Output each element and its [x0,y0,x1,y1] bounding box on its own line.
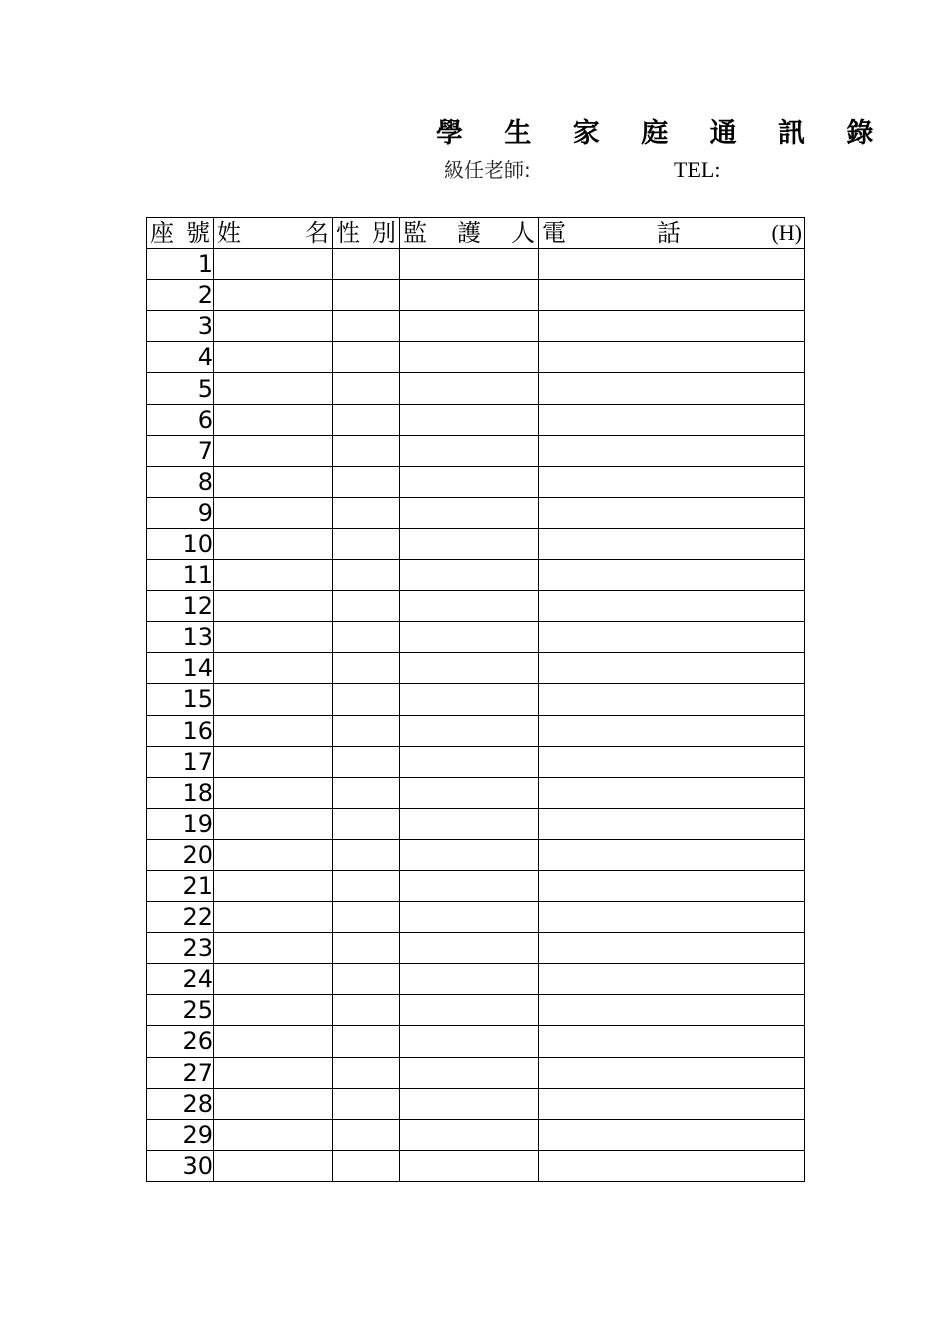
sex-cell[interactable] [333,591,400,622]
sex-cell[interactable] [333,964,400,995]
guardian-cell[interactable] [400,497,539,528]
guardian-cell[interactable] [400,715,539,746]
guardian-cell[interactable] [400,964,539,995]
header-name-char-2: 名 [305,219,329,248]
phone-cell[interactable] [539,528,805,559]
phone-cell[interactable] [539,964,805,995]
seat-number-cell: 22 [147,902,214,933]
phone-cell[interactable] [539,311,805,342]
phone-cell[interactable] [539,435,805,466]
header-seat-char-2: 號 [186,219,210,248]
name-cell[interactable] [214,249,333,280]
seat-number-cell: 12 [147,591,214,622]
name-cell[interactable] [214,373,333,404]
guardian-cell[interactable] [400,1088,539,1119]
seat-number-cell: 29 [147,1119,214,1150]
table-row [147,1026,805,1057]
seat-number-cell: 18 [147,777,214,808]
guardian-cell[interactable] [400,1057,539,1088]
table-row [147,591,805,622]
sex-cell[interactable] [333,870,400,901]
table-row [147,1150,805,1181]
phone-cell[interactable] [539,839,805,870]
tel-label: TEL: [674,157,721,182]
phone-cell[interactable] [539,497,805,528]
table-row [147,404,805,435]
name-cell[interactable] [214,497,333,528]
table-row [147,746,805,777]
table-row [147,280,805,311]
table-row [147,435,805,466]
name-cell[interactable] [214,870,333,901]
guardian-cell[interactable] [400,746,539,777]
seat-number-cell: 6 [147,404,214,435]
phone-cell[interactable] [539,1088,805,1119]
name-cell[interactable] [214,746,333,777]
name-cell[interactable] [214,933,333,964]
name-cell[interactable] [214,280,333,311]
table-row [147,466,805,497]
table-row [147,342,805,373]
guardian-cell[interactable] [400,777,539,808]
name-cell[interactable] [214,591,333,622]
phone-cell[interactable] [539,1150,805,1181]
guardian-cell[interactable] [400,684,539,715]
phone-cell[interactable] [539,1026,805,1057]
table-row [147,373,805,404]
sex-cell[interactable] [333,653,400,684]
seat-number-cell: 24 [147,964,214,995]
contact-table [146,217,805,1182]
phone-cell[interactable] [539,280,805,311]
phone-cell[interactable] [539,622,805,653]
guardian-cell[interactable] [400,311,539,342]
seat-number-cell: 15 [147,684,214,715]
phone-cell[interactable] [539,1057,805,1088]
table-row [147,870,805,901]
table-row [147,777,805,808]
sex-cell[interactable] [333,1119,400,1150]
seat-number-cell: 19 [147,808,214,839]
table-row [147,902,805,933]
seat-number-cell: 1 [147,249,214,280]
phone-cell[interactable] [539,404,805,435]
table-row [147,622,805,653]
seat-number-cell: 26 [147,1026,214,1057]
teacher-info-line [444,156,721,184]
guardian-cell[interactable] [400,622,539,653]
table-row [147,995,805,1026]
name-cell[interactable] [214,715,333,746]
table-row [147,497,805,528]
guardian-cell[interactable] [400,1150,539,1181]
guardian-cell[interactable] [400,808,539,839]
phone-cell[interactable] [539,1119,805,1150]
phone-cell[interactable] [539,902,805,933]
phone-cell[interactable] [539,684,805,715]
table-row [147,715,805,746]
sex-cell[interactable] [333,311,400,342]
guardian-cell[interactable] [400,870,539,901]
guardian-cell[interactable] [400,280,539,311]
sex-cell[interactable] [333,249,400,280]
sex-cell[interactable] [333,560,400,591]
table-row [147,684,805,715]
sex-cell[interactable] [333,622,400,653]
teacher-label: 級任老師: [444,158,531,182]
name-cell[interactable] [214,1119,333,1150]
table-row [147,653,805,684]
sex-cell[interactable] [333,746,400,777]
name-cell[interactable] [214,777,333,808]
phone-cell[interactable] [539,560,805,591]
name-cell[interactable] [214,1026,333,1057]
phone-cell[interactable] [539,715,805,746]
seat-number-cell: 30 [147,1150,214,1181]
guardian-cell[interactable] [400,466,539,497]
table-row [147,249,805,280]
sex-cell[interactable] [333,466,400,497]
seat-number-cell: 20 [147,839,214,870]
seat-number-cell: 10 [147,528,214,559]
guardian-cell[interactable] [400,1119,539,1150]
header-row [147,218,805,249]
table-row [147,808,805,839]
header-guardian-char-1: 監 [403,219,427,248]
phone-cell[interactable] [539,777,805,808]
sex-cell[interactable] [333,435,400,466]
phone-cell[interactable] [539,466,805,497]
phone-cell[interactable] [539,653,805,684]
header-phone-char-2: 話 [656,219,681,248]
seat-number-cell: 2 [147,280,214,311]
phone-cell[interactable] [539,591,805,622]
name-cell[interactable] [214,466,333,497]
phone-cell[interactable] [539,870,805,901]
guardian-cell[interactable] [400,902,539,933]
guardian-cell[interactable] [400,839,539,870]
header-guardian [400,218,539,249]
name-cell[interactable] [214,311,333,342]
seat-number-cell: 11 [147,560,214,591]
header-seat [147,218,214,249]
name-cell[interactable] [214,1150,333,1181]
name-cell[interactable] [214,560,333,591]
name-cell[interactable] [214,404,333,435]
seat-number-cell: 14 [147,653,214,684]
sex-cell[interactable] [333,995,400,1026]
guardian-cell[interactable] [400,995,539,1026]
seat-number-cell: 13 [147,622,214,653]
sex-cell[interactable] [333,1088,400,1119]
header-sex [333,218,400,249]
sex-cell[interactable] [333,684,400,715]
seat-number-cell: 28 [147,1088,214,1119]
seat-number-cell: 17 [147,746,214,777]
phone-cell[interactable] [539,808,805,839]
page-title: 學 生 家 庭 通 訊 錄 [436,118,890,149]
table-row [147,933,805,964]
name-cell[interactable] [214,902,333,933]
seat-number-cell: 5 [147,373,214,404]
header-guardian-char-3: 人 [511,219,535,248]
guardian-cell[interactable] [400,404,539,435]
table-row [147,839,805,870]
sex-cell[interactable] [333,933,400,964]
header-phone [539,218,805,249]
seat-number-cell: 4 [147,342,214,373]
phone-cell[interactable] [539,995,805,1026]
sex-cell[interactable] [333,342,400,373]
sex-cell[interactable] [333,1026,400,1057]
guardian-cell[interactable] [400,435,539,466]
phone-cell[interactable] [539,342,805,373]
sex-cell[interactable] [333,404,400,435]
table-row [147,1088,805,1119]
table-row [147,311,805,342]
phone-cell[interactable] [539,746,805,777]
seat-number-cell: 21 [147,870,214,901]
header-sex-char-2: 別 [372,219,396,248]
name-cell[interactable] [214,995,333,1026]
header-phone-home-marker: (H) [771,220,802,246]
name-cell[interactable] [214,1088,333,1119]
table-row [147,964,805,995]
header-phone-char-1: 電 [542,219,566,248]
guardian-cell[interactable] [400,249,539,280]
name-cell[interactable] [214,684,333,715]
name-cell[interactable] [214,808,333,839]
seat-number-cell: 3 [147,311,214,342]
guardian-cell[interactable] [400,528,539,559]
seat-number-cell: 8 [147,466,214,497]
seat-number-cell: 25 [147,995,214,1026]
name-cell[interactable] [214,342,333,373]
header-guardian-char-2: 護 [457,219,481,248]
header-sex-char-1: 性 [336,219,360,248]
sex-cell[interactable] [333,808,400,839]
sex-cell[interactable] [333,1150,400,1181]
seat-number-cell: 16 [147,715,214,746]
table-row [147,1119,805,1150]
sex-cell[interactable] [333,1057,400,1088]
phone-cell[interactable] [539,249,805,280]
sex-cell[interactable] [333,528,400,559]
header-seat-char-1: 座 [150,219,174,248]
phone-cell[interactable] [539,933,805,964]
name-cell[interactable] [214,839,333,870]
guardian-cell[interactable] [400,653,539,684]
guardian-cell[interactable] [400,560,539,591]
seat-number-cell: 9 [147,497,214,528]
sex-cell[interactable] [333,280,400,311]
table-row [147,1057,805,1088]
sex-cell[interactable] [333,839,400,870]
sex-cell[interactable] [333,497,400,528]
table-row [147,560,805,591]
sex-cell[interactable] [333,902,400,933]
guardian-cell[interactable] [400,373,539,404]
seat-number-cell: 23 [147,933,214,964]
sex-cell[interactable] [333,373,400,404]
header-name-char-1: 姓 [217,219,241,248]
name-cell[interactable] [214,435,333,466]
guardian-cell[interactable] [400,342,539,373]
seat-number-cell: 7 [147,435,214,466]
sex-cell[interactable] [333,715,400,746]
guardian-cell[interactable] [400,933,539,964]
guardian-cell[interactable] [400,591,539,622]
header-name [214,218,333,249]
phone-cell[interactable] [539,373,805,404]
seat-number-cell: 27 [147,1057,214,1088]
name-cell[interactable] [214,653,333,684]
sex-cell[interactable] [333,777,400,808]
table-row [147,528,805,559]
name-cell[interactable] [214,528,333,559]
guardian-cell[interactable] [400,1026,539,1057]
name-cell[interactable] [214,622,333,653]
name-cell[interactable] [214,1057,333,1088]
name-cell[interactable] [214,964,333,995]
